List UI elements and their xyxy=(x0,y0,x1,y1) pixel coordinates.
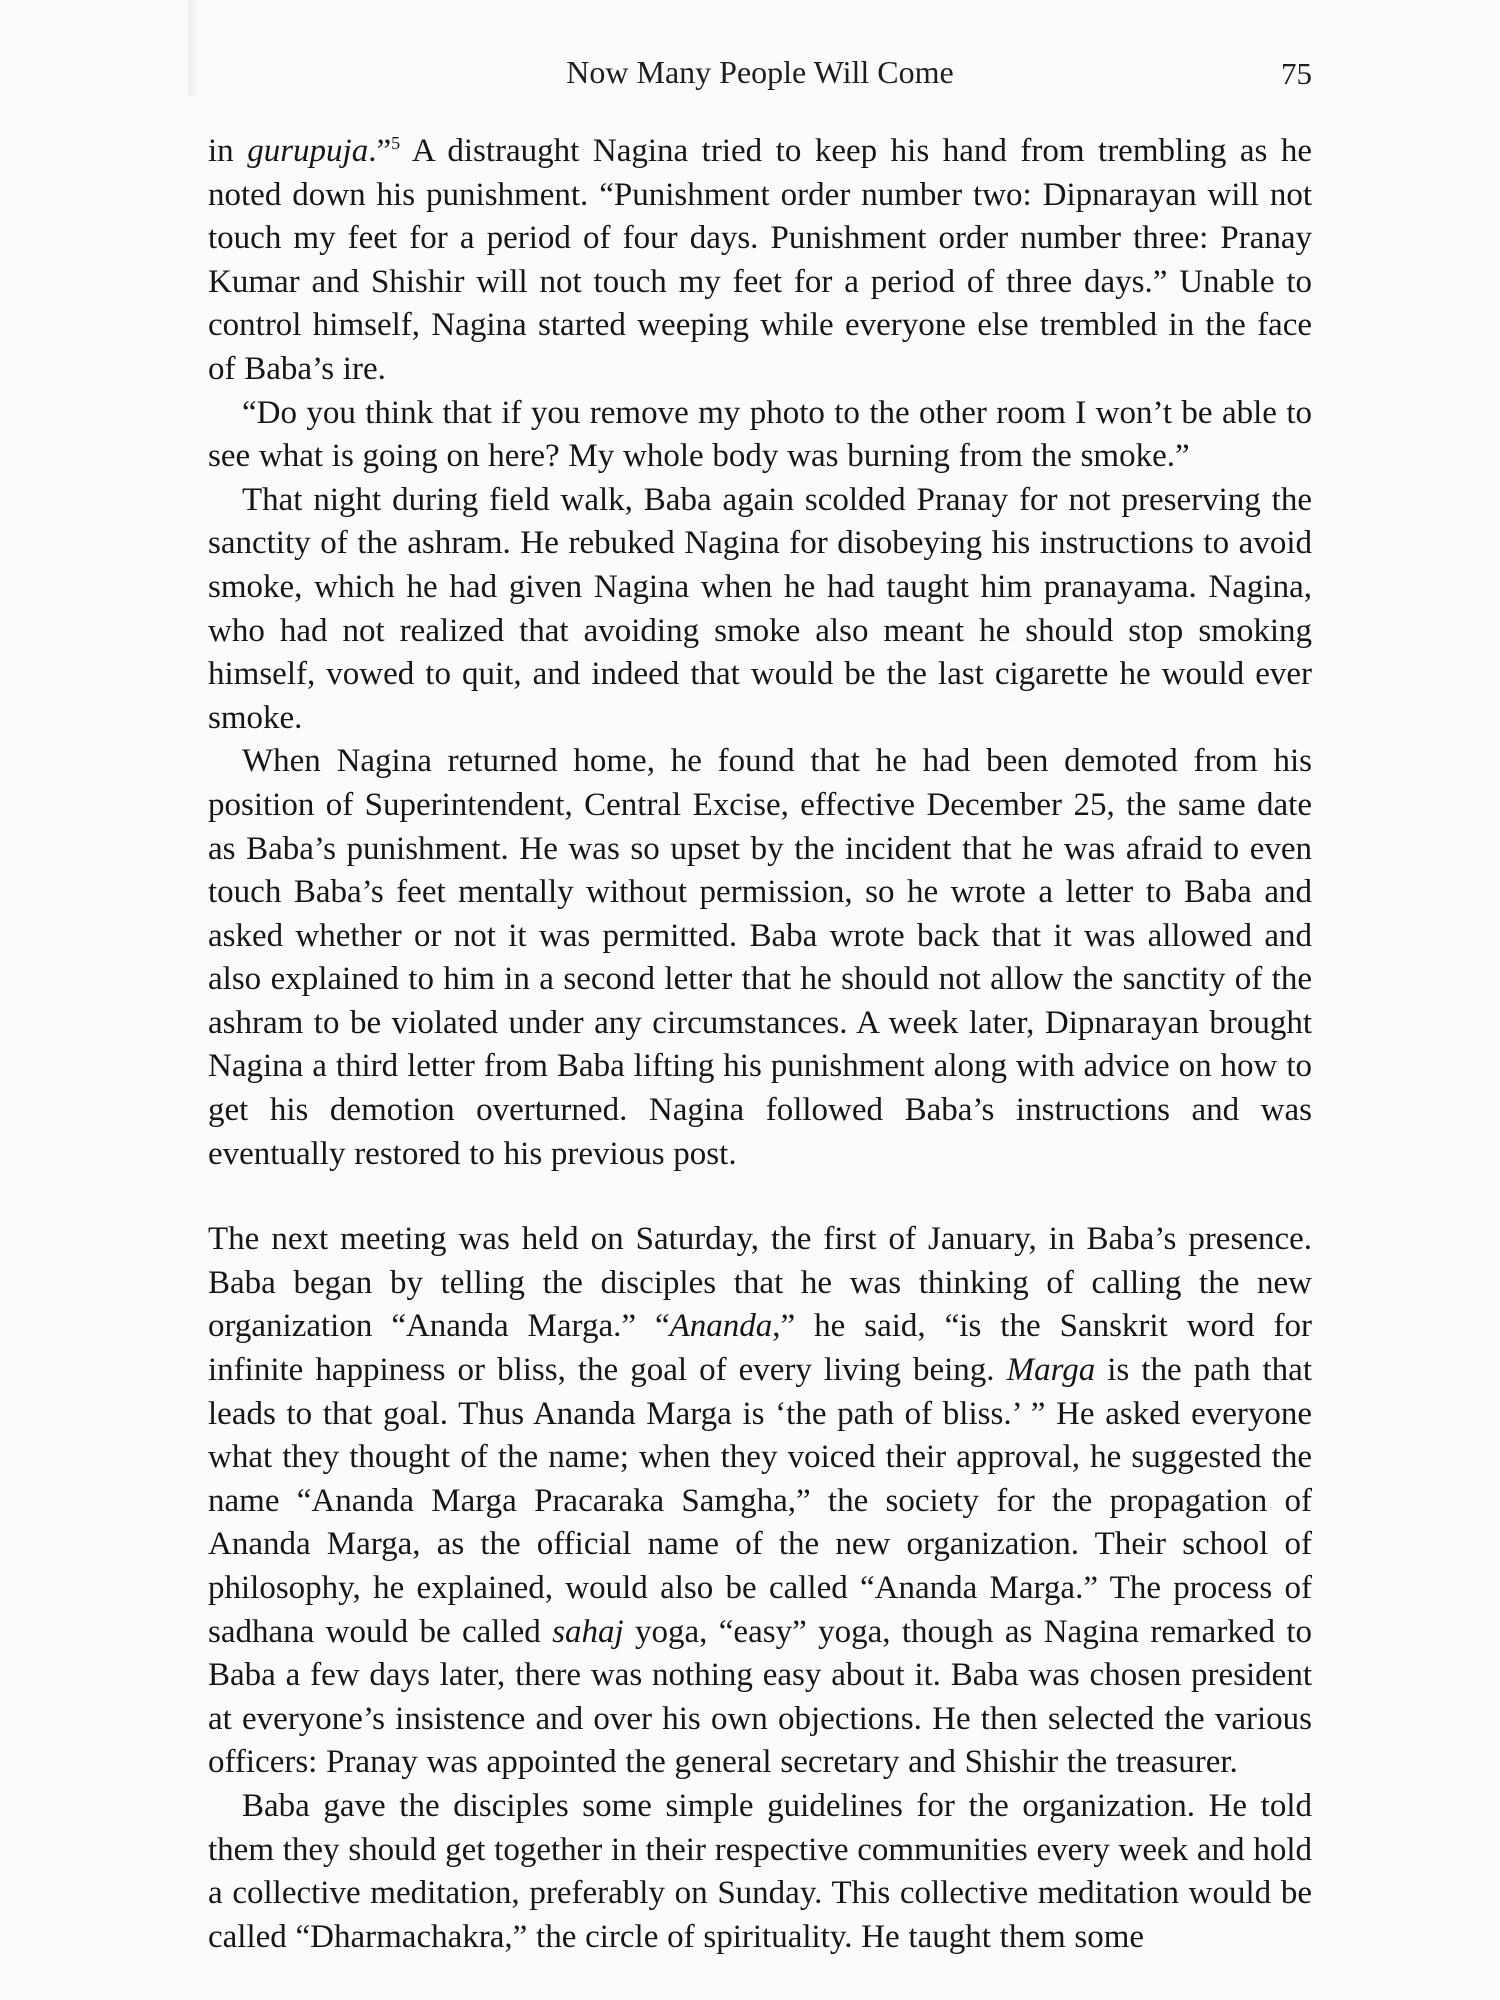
text-run: That night during field walk, Baba again scolded Pranay for not preserving the sanctity of the ashram. He rebuked Nagina for disobeying his instructions to avoid smoke, which he had given Nagina when he had taught him pranayama. Nagina, who had not realized that avoiding smoke also meant he should stop smoking himself, vowed to quit, and indeed that would be the last cigarette he would ever smoke. xyxy=(208,481,1312,736)
italic-term: Ananda xyxy=(669,1308,773,1345)
text-run: The next meeting was held on Saturday, the first of January, in Baba’s presence. Baba began by telling the disciples that he was thinking of calling the new organization “Ananda Marga.” “ xyxy=(208,1221,1312,1345)
text-run: When Nagina returned home, he found that he had been demoted from his position of Superintendent, Central Excise, effective December 25, the same date as Baba’s punishment. He was so upset by the incident that he was afraid to even touch Baba’s feet mentally without permission, so he wrote a letter to Baba and asked whether or not it was permitted. Baba wrote back that it was allowed and also explained to him in a second letter that he should not allow the sanctity of the ashram to be violated under any circumstances. A week later, Dipnarayan brought Nagina a third letter from Baba lifting his punishment along with advice on how to get his demotion overturned. Nagina followed Baba’s instructions and was eventually restored to his previous post. xyxy=(208,743,1312,1172)
italic-term: gurupuja xyxy=(247,133,369,169)
paragraph-4 xyxy=(208,740,1312,1176)
italic-term: sahaj xyxy=(552,1613,624,1650)
text-run: in xyxy=(208,133,248,169)
body-text xyxy=(208,130,1312,1959)
running-head xyxy=(208,54,1312,104)
text-run: is the path that leads to that goal. Thus Ananda Marga is ‘the path of bliss.’ ” He asked everyone what they thought of the name; when they voiced their approval, he suggested the name “Ananda Marga Pracaraka Samgha,” the society for the propagation of Ananda Marga, as the official name of the new organization. Their school of philosophy, he explained, would also be called “Ananda Marga.” The process of sadhana would be called xyxy=(208,1352,1312,1650)
text-run: .” xyxy=(368,133,392,169)
paragraph-2 xyxy=(208,392,1312,479)
paragraph-5 xyxy=(208,1218,1312,1785)
page-number: 75 xyxy=(1281,56,1312,91)
text-run: ,” he said, “is the Sanskrit word for infinite happiness or bliss, the goal of every living being. xyxy=(208,1308,1312,1389)
running-title: Now Many People Will Come xyxy=(566,54,954,90)
footnote-marker: 5 xyxy=(391,133,401,153)
text-run: “Do you think that if you remove my photo to the other room I won’t be able to see what is going on here? My whole body was burning from the smoke.” xyxy=(208,394,1312,475)
paragraph-3 xyxy=(208,479,1312,741)
italic-term: Marga xyxy=(1006,1352,1096,1389)
text-run: yoga, “easy” yoga, though as Nagina remarked to Baba a few days later, there was nothing easy about it. Baba was chosen president at everyone’s insistence and over his own objections. He then selected the various officers: Pranay was appointed the general secretary and Shishir the treasurer. xyxy=(208,1613,1312,1781)
paragraph-6 xyxy=(208,1785,1312,1959)
paragraph-1 xyxy=(208,130,1312,392)
text-run: A distraught Nagina tried to keep his hand from trembling as he noted down his punishment. “Punishment order number two: Dipnarayan will not touch my feet for a period of four days. Punishment order number three: Pranay Kumar and Shishir will not touch my feet for a period of three days.” Unable to control himself, Nagina started weeping while everyone else trembled in the face of Baba’s ire. xyxy=(208,133,1313,387)
gutter-shadow xyxy=(188,0,200,95)
text-run: Baba gave the disciples some simple guidelines for the organization. He told them they should get together in their respective communities every week and hold a collective meditation, preferably on Sunday. This collective meditation would be called “Dharmachakra,” the circle of spirituality. He taught them some xyxy=(208,1787,1312,1955)
